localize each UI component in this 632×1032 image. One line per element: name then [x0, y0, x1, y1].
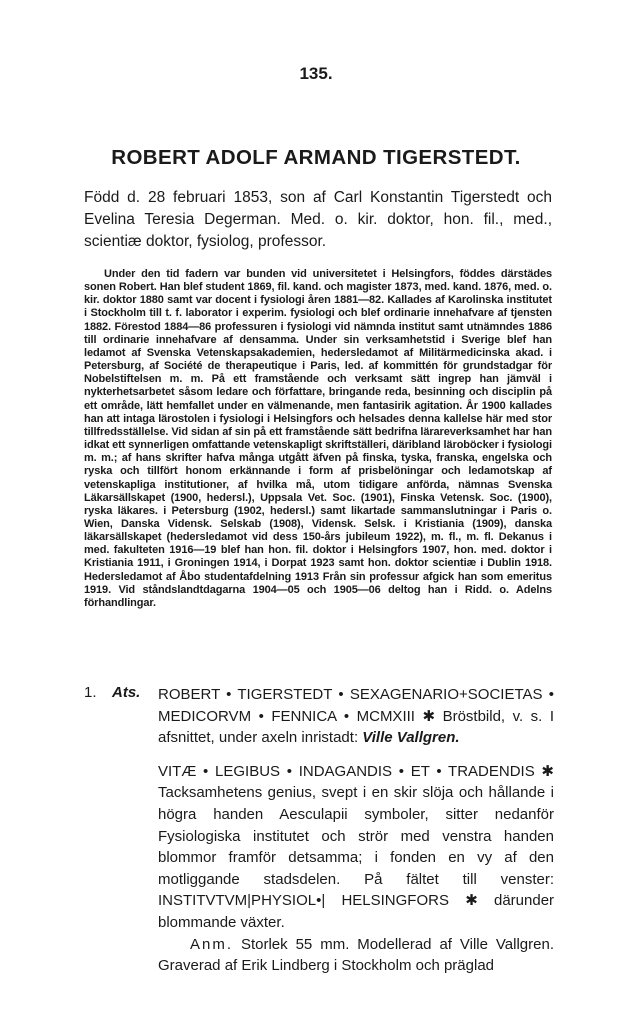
intro-paragraph: Född d. 28 februari 1853, son af Carl Konstantin Tigerstedt och Evelina Teresia Degerman. Med. o. kir. doktor, hon. fil., med., scientiæ doktor, fysiolog, professor. [84, 189, 552, 250]
star-icon: ✱ [541, 762, 554, 780]
note-label: Anm. [190, 935, 234, 953]
obverse-legend: ROBERT • TIGERSTEDT • SEXAGENARIO+SOCIETAS • MEDICORVM • FENNICA • MCMXIII [158, 686, 554, 725]
medal-description [158, 684, 554, 977]
reverse-legend: VITÆ • LEGIBUS • INDAGANDIS • ET • TRADENDIS [158, 762, 535, 780]
star-icon: ✱ [422, 707, 436, 725]
reverse-paragraph [158, 761, 554, 934]
obverse-description: Bröstbild, v. s. I afsnittet, under axeln inristadt: [158, 707, 555, 747]
note-paragraph [158, 934, 554, 977]
biography-paragraph: Under den tid fadern var bunden vid universitetet i Helsingfors, föddes därstädes sonen Robert. Han blef student 1869, fil. kand. och magister 1873, med. kand. 1876, med. o. kir. doktor 1880 samt var docent i fysiologi åren 1881—82. Kallades af Karolinska institutet i Stockholm till t. f. laborator i experim. fysiologi och blef ordinarie innehafvare af tjensten 1882. Förestod 1884—86 professuren i fysiologi vid nämnda institut samt utnämndes 1886 till ordinarie innehafvare af densamma. Under sin verksamhetstid i Sverige blef han ledamot af Svenska Vetenskapsakademien, hedersledamot af Militärmedicinska akad. i Petersburg, af Société de therapeutique i Paris, led. af kommittén för grundstadgar för Nobelstiftelsen m. m. På ett framstående och verksamt sätt ingrep han jämväl i nykterhetsarbetet såsom ledare och författare, bringande reda, besinning och disciplin på ett område, lätt hemfallet under en välmenande, men fantasirik agitation. År 1900 kallades han att intaga lärostolen i fysiologi i Helsingfors och helsades denna kallelse här med stor tillfredsställelse. Vid sidan af sin på ett framstående sätt bedrifna lärareverksamhet har han idkat ett synnerligen omfattande vetenskapligt skriftställeri, däribland läroböcker i fysiologi m. m.; af hans skrifter hafva många utgått äfven på finska, tyska, franska, engelska och ryska och tillfört honom erkännande i form af prisbelöningar och ledamotskap af vetenskapliga institutioner, af hvilka må, utom tidigare anförda, nämnas Svenska Läkarsällskapet (1900, hedersl.), Uppsala Vet. Soc. (1901), Finska Vetensk. Soc. (1900), ryska läkares. i Petersburg (1902, hedersl.) samt likartade sammanslutningar i Paris o. Wien, Danska Vidensk. Selskab (1908), Vidensk. Selsk. i Kristiania (1909), danska läkarsällskapet (hedersledamot vid dess 150-års jubileum 1922), m. fl., m. fl. Dekanus i med. fakulteten 1916—19 blef han hon. fil. doktor i Helsingfors 1907, hon. med. doktor i Kristiania 1911, i Groningen 1914, i Dorpat 1923 samt hon. doktor scientiæ i Dublin 1918. Hedersledamot af Åbo studentafdelning 1913 Från sin professur afgick han som emeritus 1919. Vid ståndslandtdagarna 1904—05 och 1905—06 deltog han i Ridd. o. Adelns förhandlingar. [84, 268, 552, 609]
obverse-paragraph [158, 684, 554, 749]
note-text: Storlek 55 mm. Modellerad af Ville Vallgren. Graverad af Erik Lindberg i Stockholm och präglad [158, 935, 555, 975]
metal-label: Ats. [112, 684, 141, 701]
page-number: 135. [299, 64, 333, 83]
entry-number: 1. [84, 684, 97, 701]
page-title: ROBERT ADOLF ARMAND TIGERSTEDT. [111, 146, 521, 169]
reverse-description: Tacksamhetens genius, svept i en skir slöja och hållande i högra handen Aesculapii symboler, sitter nedanför Fysiologiska institutet och strör med venstra handen blommor framför detsamma; i fonden en vy af den motliggande stadsdelen. På fältet till venster: INSTITVTVM|PHYSIOL•| HELSINGFORS [158, 784, 554, 910]
star-icon: ✱ [465, 892, 478, 910]
reverse-description-end: därunder blommande växter. [158, 892, 555, 931]
artist-signature: Ville Vallgren. [362, 729, 460, 747]
